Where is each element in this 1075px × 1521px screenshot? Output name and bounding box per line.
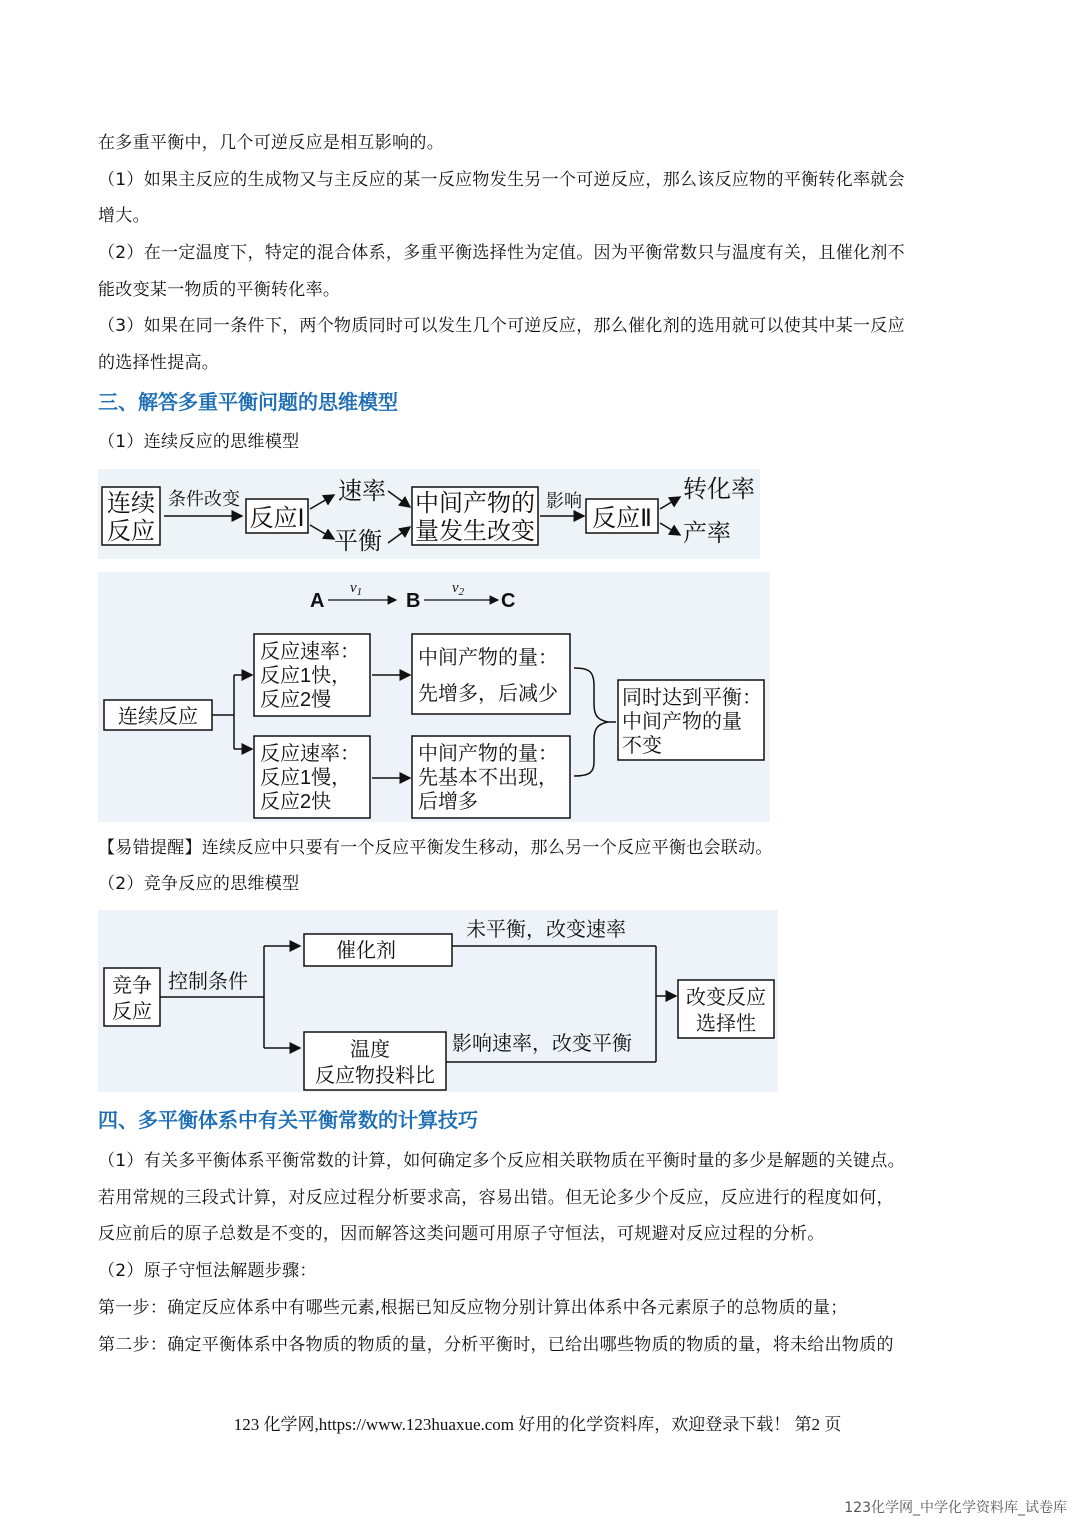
competitive-reaction-model-diagram	[98, 910, 778, 1092]
intermediate-later-line-2: 先基本不出现，	[418, 767, 558, 789]
intermediate-later-line-3: 后增多	[418, 791, 478, 813]
rate-v2-subscript: 2	[458, 586, 465, 598]
continuous-reaction-label: 连续反应	[118, 706, 198, 728]
change-selectivity-line-2: 选择性	[696, 1013, 756, 1035]
simultaneous-equilibrium-line-3: 不变	[622, 735, 662, 757]
yield-label: 产率	[683, 520, 731, 547]
species-a: A	[310, 590, 325, 612]
equilibrium-label: 平衡	[334, 528, 382, 555]
simultaneous-equilibrium-line-2: 中间产物的量	[622, 711, 742, 733]
control-conditions-label: 控制条件	[168, 971, 248, 993]
rate-v2-symbol: v	[452, 580, 459, 596]
condition-change-label: 条件改变	[168, 489, 240, 509]
paragraph-1-line1: （1）如果主反应的生成物又与主反应的某一反应物发生另一个可逆反应，那么该反应物的平衡转化率就会	[98, 170, 905, 190]
continuous-reaction-flow-diagram	[98, 469, 760, 559]
catalyst-label: 催化剂	[336, 940, 396, 962]
affect-label: 影响	[546, 491, 582, 511]
rate-v1-subscript: 1	[356, 586, 363, 598]
subheading-continuous: （1）连续反应的思维模型	[98, 432, 300, 452]
reaction-1-label: 反应Ⅰ	[249, 505, 305, 532]
intermediate-label-1: 中间产物的	[415, 490, 535, 517]
page-footer: 123 化学网,https://www.123huaxue.com 好用的化学资料库，欢迎登录下载！ 第2 页	[233, 1415, 842, 1434]
paragraph-3-line2: 的选择性提高。	[98, 353, 220, 373]
competitive-label-1: 竞争	[112, 975, 152, 997]
rate-label: 速率	[338, 478, 386, 505]
calc-paragraph-line1: （1）有关多平衡体系平衡常数的计算，如何确定多个反应相关联物质在平衡时量的多少是解题的关键点。	[98, 1151, 905, 1171]
paragraph-1-line2: 增大。	[98, 206, 150, 226]
error-tip: 【易错提醒】连续反应中只要有一个反应平衡发生移动，那么另一个反应平衡也会联动。	[98, 838, 773, 858]
intermediate-later-line-1: 中间产物的量：	[418, 743, 558, 765]
watermark-text: 123化学网_中学化学资料库_试卷库	[844, 1500, 1067, 1516]
intermediate-rise-fall-line-1: 中间产物的量：	[418, 647, 558, 669]
slow-fast-rate-line-2: 反应1慢，	[260, 767, 352, 789]
species-c: C	[501, 590, 516, 612]
step-1: 第一步：确定反应体系中有哪些元素,根据已知反应物分别计算出体系中各元素原子的总物质的量；	[98, 1298, 848, 1318]
paragraph-3-line1: （3）如果在同一条件下，两个物质同时可以发生几个可逆反应，那么催化剂的选用就可以使其中某一反应	[98, 316, 905, 336]
paragraph-intro: 在多重平衡中，几个可逆反应是相互影响的。	[98, 133, 444, 153]
subheading-competitive: （2）竞争反应的思维模型	[98, 874, 300, 894]
paragraph-2-line1: （2）在一定温度下，特定的混合体系，多重平衡选择性为定值。因为平衡常数只与温度有关，且催化剂不	[98, 243, 905, 263]
calc-paragraph-line3: 反应前后的原子总数是不变的，因而解答这类问题可用原子守恒法，可规避对反应过程的分析。	[98, 1224, 825, 1244]
calc-paragraph-line2: 若用常规的三段式计算，对反应过程分析要求高，容易出错。但无论多少个反应，反应进行的程度如何，	[98, 1188, 894, 1208]
species-b: B	[406, 590, 421, 612]
intermediate-label-2: 量发生改变	[415, 518, 535, 545]
slow-fast-rate-line-1: 反应速率：	[260, 743, 360, 765]
step-2: 第二步：确定平衡体系中各物质的物质的量，分析平衡时，已给出哪些物质的物质的量，将未给出物质的	[98, 1335, 894, 1355]
continuous-label-2: 反应	[107, 518, 155, 545]
paragraph-2-line2: 能改变某一物质的平衡转化率。	[98, 280, 341, 300]
feed-ratio-label: 反应物投料比	[315, 1065, 435, 1087]
competitive-label-2: 反应	[112, 1001, 152, 1023]
fast-slow-rate-line-1: 反应速率：	[260, 641, 360, 663]
intermediate-rise-fall-line-2: 先增多，后减少	[418, 683, 558, 705]
reaction-2-label: 反应Ⅱ	[592, 505, 652, 532]
non-equilibrium-label: 未平衡，改变速率	[466, 919, 626, 941]
continuous-reaction-model-diagram	[98, 572, 770, 822]
conversion-label: 转化率	[683, 476, 755, 503]
rate-v1-symbol: v	[350, 580, 357, 596]
continuous-label-1: 连续	[107, 490, 155, 517]
section-heading-3: 三、解答多重平衡问题的思维模型	[98, 390, 398, 414]
slow-fast-rate-line-3: 反应2快	[260, 791, 332, 813]
fast-slow-rate-line-2: 反应1快，	[260, 665, 352, 687]
fast-slow-rate-line-3: 反应2慢	[260, 689, 332, 711]
temperature-label: 温度	[350, 1039, 390, 1061]
affect-rate-label: 影响速率，改变平衡	[452, 1033, 632, 1055]
atom-conservation-heading: （2）原子守恒法解题步骤：	[98, 1261, 317, 1281]
section-heading-4: 四、多平衡体系中有关平衡常数的计算技巧	[98, 1108, 478, 1132]
simultaneous-equilibrium-line-1: 同时达到平衡：	[622, 687, 762, 709]
change-selectivity-line-1: 改变反应	[686, 987, 766, 1009]
